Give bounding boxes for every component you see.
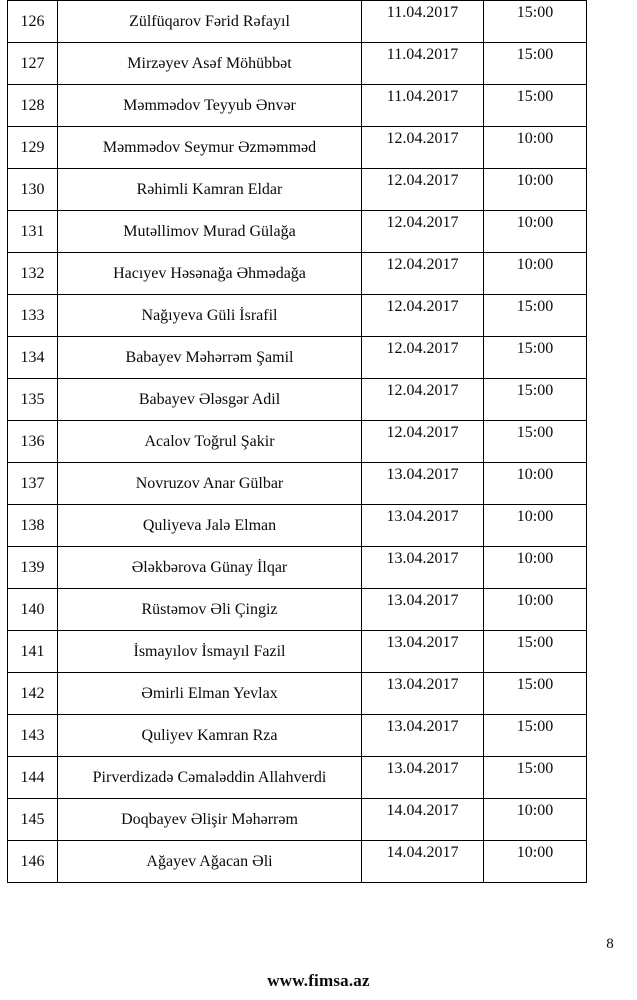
exam-date-cell: 14.04.2017 — [362, 841, 484, 883]
table-row — [8, 421, 587, 463]
exam-date-cell: 12.04.2017 — [362, 337, 484, 379]
exam-time-cell: 10:00 — [484, 253, 587, 295]
candidate-name-cell: Hacıyev Həsənağa Əhmədağa — [58, 253, 362, 295]
exam-date-cell: 14.04.2017 — [362, 799, 484, 841]
exam-date-cell: 11.04.2017 — [362, 43, 484, 85]
candidate-name-cell: Quliyeva Jalə Elman — [58, 505, 362, 547]
exam-time-cell: 15:00 — [484, 421, 587, 463]
row-number-cell: 131 — [8, 211, 58, 253]
exam-date-cell: 13.04.2017 — [362, 505, 484, 547]
exam-date-cell: 13.04.2017 — [362, 757, 484, 799]
table-row — [8, 589, 587, 631]
exam-date-cell: 13.04.2017 — [362, 673, 484, 715]
row-number-cell: 144 — [8, 757, 58, 799]
candidate-name-cell: Babayev Ələsgər Adil — [58, 379, 362, 421]
exam-date-cell: 11.04.2017 — [362, 85, 484, 127]
exam-time-cell: 10:00 — [484, 169, 587, 211]
exam-date-cell: 13.04.2017 — [362, 631, 484, 673]
exam-date-cell: 12.04.2017 — [362, 211, 484, 253]
table-row — [8, 841, 587, 883]
exam-time-cell: 10:00 — [484, 589, 587, 631]
exam-date-cell: 12.04.2017 — [362, 295, 484, 337]
candidate-name-cell: Əmirli Elman Yevlax — [58, 673, 362, 715]
table-row — [8, 85, 587, 127]
exam-time-cell: 10:00 — [484, 841, 587, 883]
table-row — [8, 379, 587, 421]
table-row — [8, 127, 587, 169]
table-row — [8, 253, 587, 295]
exam-time-cell: 10:00 — [484, 463, 587, 505]
table-row — [8, 169, 587, 211]
page-number: 8 — [606, 936, 614, 952]
candidate-name-cell: Məmmədov Teyyub Ənvər — [58, 85, 362, 127]
candidate-name-cell: Rüstəmov Əli Çingiz — [58, 589, 362, 631]
table-row — [8, 547, 587, 589]
exam-date-cell: 12.04.2017 — [362, 127, 484, 169]
row-number-cell: 128 — [8, 85, 58, 127]
exam-time-cell: 15:00 — [484, 673, 587, 715]
row-number-cell: 135 — [8, 379, 58, 421]
candidate-name-cell: Novruzov Anar Gülbar — [58, 463, 362, 505]
row-number-cell: 133 — [8, 295, 58, 337]
table-row — [8, 505, 587, 547]
candidate-name-cell: Rəhimli Kamran Eldar — [58, 169, 362, 211]
exam-time-cell: 15:00 — [484, 379, 587, 421]
table-row — [8, 337, 587, 379]
table-row — [8, 715, 587, 757]
exam-date-cell: 12.04.2017 — [362, 421, 484, 463]
exam-date-cell: 12.04.2017 — [362, 169, 484, 211]
row-number-cell: 145 — [8, 799, 58, 841]
exam-date-cell: 12.04.2017 — [362, 253, 484, 295]
candidate-name-cell: İsmayılov İsmayıl Fazil — [58, 631, 362, 673]
exam-time-cell: 15:00 — [484, 43, 587, 85]
row-number-cell: 132 — [8, 253, 58, 295]
exam-time-cell: 15:00 — [484, 295, 587, 337]
candidate-name-cell: Mutəllimov Murad Gülağa — [58, 211, 362, 253]
exam-time-cell: 15:00 — [484, 715, 587, 757]
exam-time-cell: 10:00 — [484, 211, 587, 253]
exam-time-cell: 10:00 — [484, 127, 587, 169]
row-number-cell: 141 — [8, 631, 58, 673]
row-number-cell: 142 — [8, 673, 58, 715]
exam-time-cell: 10:00 — [484, 547, 587, 589]
schedule-table — [7, 0, 587, 883]
row-number-cell: 136 — [8, 421, 58, 463]
exam-time-cell: 15:00 — [484, 1, 587, 43]
table-row — [8, 43, 587, 85]
candidate-name-cell: Quliyev Kamran Rza — [58, 715, 362, 757]
candidate-name-cell: Ağayev Ağacan Əli — [58, 841, 362, 883]
table-row — [8, 673, 587, 715]
exam-date-cell: 12.04.2017 — [362, 379, 484, 421]
table-row — [8, 757, 587, 799]
exam-time-cell: 15:00 — [484, 757, 587, 799]
table-row — [8, 211, 587, 253]
exam-time-cell: 15:00 — [484, 85, 587, 127]
candidate-name-cell: Babayev Məhərrəm Şamil — [58, 337, 362, 379]
row-number-cell: 138 — [8, 505, 58, 547]
candidate-name-cell: Pirverdizadə Cəmaləddin Allahverdi — [58, 757, 362, 799]
row-number-cell: 130 — [8, 169, 58, 211]
row-number-cell: 139 — [8, 547, 58, 589]
row-number-cell: 134 — [8, 337, 58, 379]
table-row — [8, 1, 587, 43]
row-number-cell: 143 — [8, 715, 58, 757]
candidate-name-cell: Ələkbərova Günay İlqar — [58, 547, 362, 589]
website-footer: www.fimsa.az — [267, 971, 370, 990]
row-number-cell: 140 — [8, 589, 58, 631]
candidate-name-cell: Acalov Toğrul Şakir — [58, 421, 362, 463]
candidate-name-cell: Məmmədov Seymur Əzməmməd — [58, 127, 362, 169]
exam-time-cell: 10:00 — [484, 799, 587, 841]
exam-time-cell: 15:00 — [484, 631, 587, 673]
exam-date-cell: 13.04.2017 — [362, 715, 484, 757]
candidate-name-cell: Zülfüqarov Fərid Rəfayıl — [58, 1, 362, 43]
schedule-table-body — [8, 1, 587, 883]
row-number-cell: 126 — [8, 1, 58, 43]
table-row — [8, 463, 587, 505]
candidate-name-cell: Doqbayev Əlişir Məhərrəm — [58, 799, 362, 841]
row-number-cell: 146 — [8, 841, 58, 883]
table-row — [8, 631, 587, 673]
exam-time-cell: 10:00 — [484, 505, 587, 547]
exam-date-cell: 13.04.2017 — [362, 463, 484, 505]
exam-date-cell: 11.04.2017 — [362, 1, 484, 43]
exam-date-cell: 13.04.2017 — [362, 589, 484, 631]
exam-time-cell: 15:00 — [484, 337, 587, 379]
candidate-name-cell: Mirzəyev Asəf Möhübbət — [58, 43, 362, 85]
candidate-name-cell: Nağıyeva Güli İsrafil — [58, 295, 362, 337]
table-row — [8, 799, 587, 841]
row-number-cell: 137 — [8, 463, 58, 505]
row-number-cell: 127 — [8, 43, 58, 85]
exam-date-cell: 13.04.2017 — [362, 547, 484, 589]
row-number-cell: 129 — [8, 127, 58, 169]
table-row — [8, 295, 587, 337]
